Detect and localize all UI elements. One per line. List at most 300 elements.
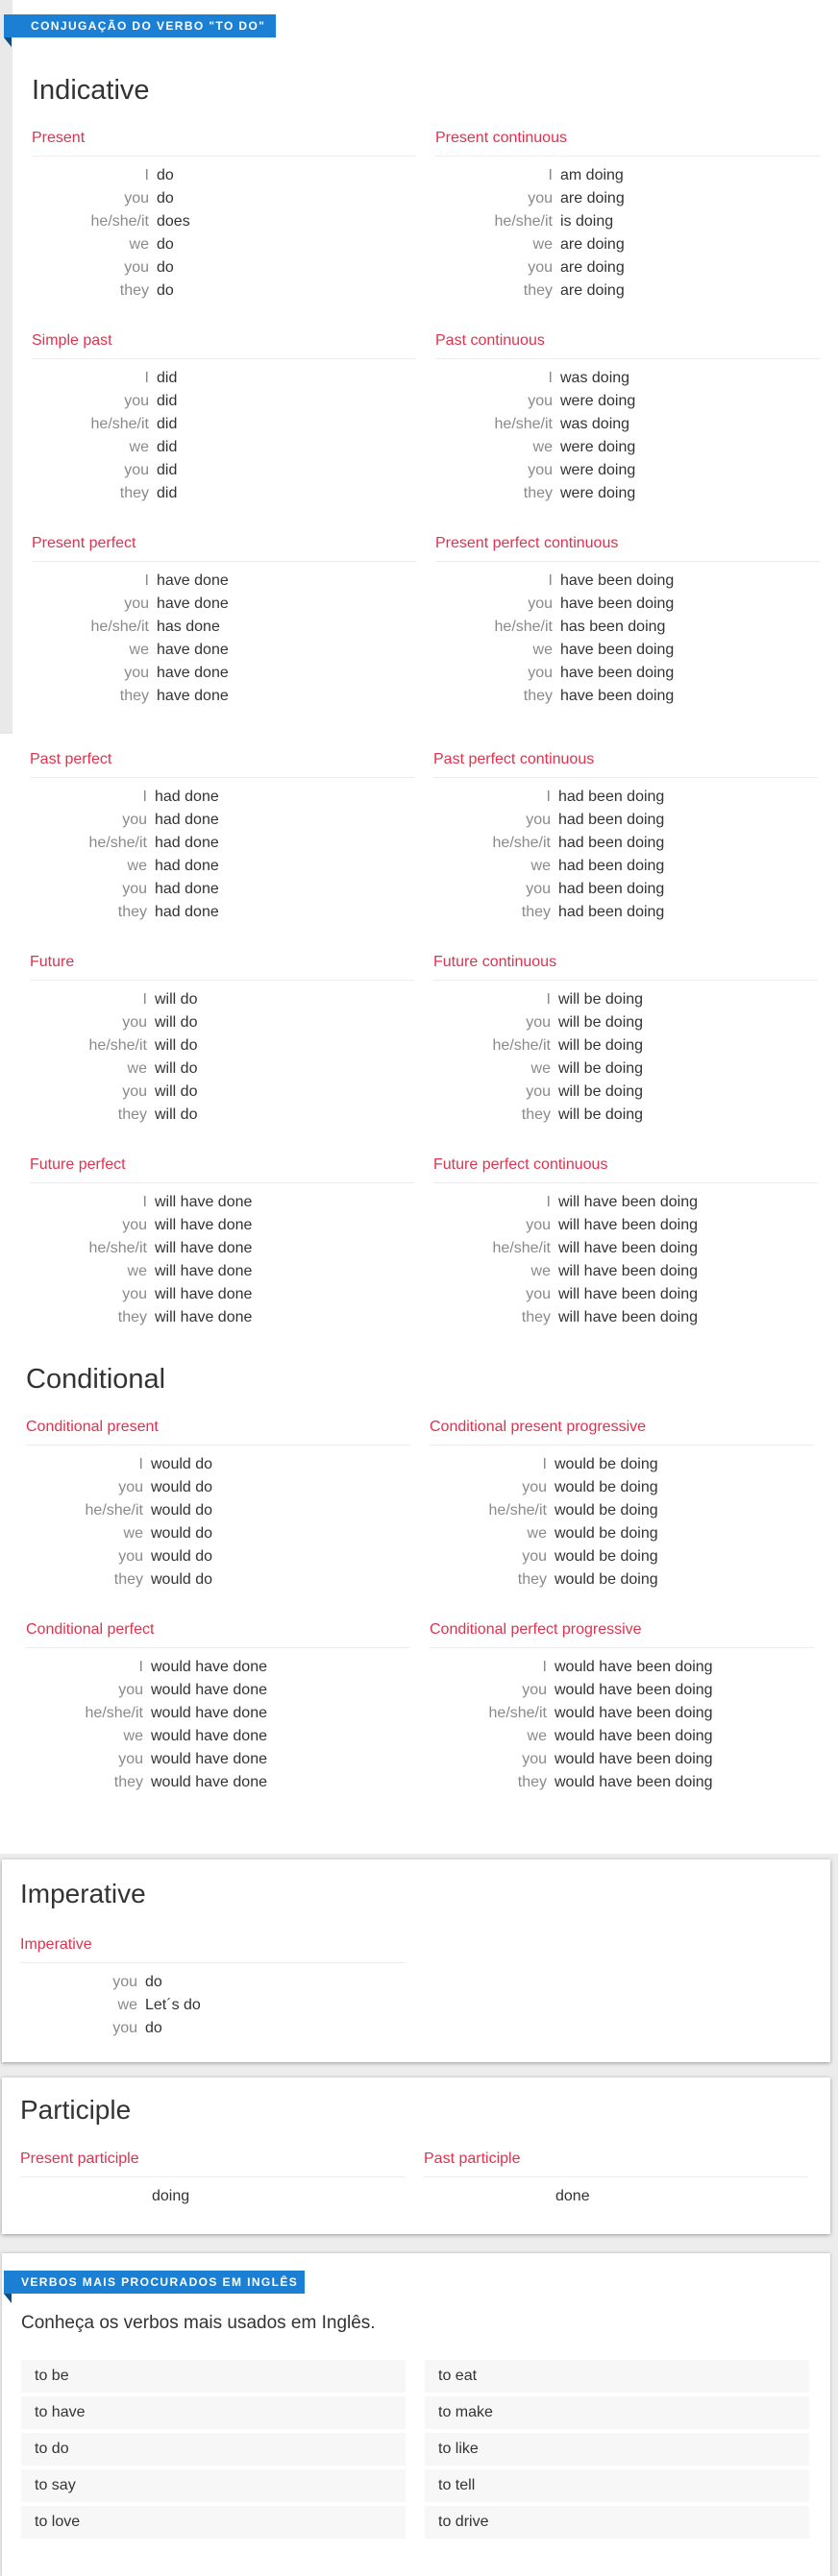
conjugation-row — [32, 390, 416, 413]
tense-present-continuous — [435, 130, 820, 303]
conjugation-row — [435, 482, 820, 505]
conjugation-row — [430, 1725, 814, 1748]
tense-present — [32, 130, 416, 303]
conjugation-row — [435, 685, 820, 708]
conjugation-row — [433, 1191, 818, 1214]
verb-form: will have done — [155, 1263, 253, 1279]
verb-form: have been doing — [560, 572, 675, 589]
verb-form: will have been doing — [558, 1263, 698, 1279]
verb-form: will be doing — [558, 1106, 644, 1123]
pronoun: he/she/it — [492, 835, 551, 851]
verb-form: were doing — [560, 462, 636, 478]
conjugation-row — [430, 1499, 814, 1522]
verb-form: would have done — [151, 1659, 267, 1675]
conjugation-row — [435, 459, 820, 482]
conjugation-row — [430, 1679, 814, 1702]
pronoun: we — [527, 1525, 547, 1542]
verb-form: would have been doing — [555, 1659, 713, 1675]
conjugation-rows — [32, 367, 416, 505]
pronoun: I — [546, 991, 551, 1008]
tense-conditional-perfect — [26, 1621, 410, 1794]
verb-form: would have been doing — [555, 1728, 713, 1744]
pronoun: I — [542, 1659, 547, 1675]
pronoun: we — [123, 1728, 143, 1744]
conjugation-row — [430, 1771, 814, 1794]
verb-form: had done — [155, 789, 219, 805]
verb-form: do — [145, 2020, 162, 2036]
pronoun: I — [138, 1659, 143, 1675]
pronoun: we — [129, 236, 149, 253]
conjugation-row — [433, 878, 818, 901]
conjugation-rows — [433, 786, 818, 924]
verb-form: was doing — [560, 370, 630, 386]
verb-form: will be doing — [558, 991, 644, 1008]
conjugation-row — [30, 901, 414, 924]
pronoun: they — [113, 1571, 143, 1588]
conjugation-row — [32, 593, 416, 616]
verb-form: had been doing — [558, 812, 665, 828]
pronoun: they — [113, 1774, 143, 1790]
verb-form: will have done — [155, 1286, 253, 1302]
pronoun: we — [127, 1060, 147, 1077]
conjugation-row — [30, 1034, 414, 1057]
tense-past-perfect — [30, 751, 414, 924]
conjugation-row — [433, 1034, 818, 1057]
verb-form: will have done — [155, 1240, 253, 1256]
verb-form: will do — [155, 1037, 198, 1054]
pronoun: you — [526, 1083, 551, 1100]
pronoun: we — [530, 1060, 551, 1077]
verb-form: are doing — [560, 190, 625, 207]
verb-form: would do — [151, 1479, 213, 1495]
verb-form: am doing — [560, 167, 624, 183]
conjugation-row — [30, 878, 414, 901]
conjugation-row — [435, 639, 820, 662]
present-participle-label: Present participle — [20, 2151, 405, 2177]
tense-conditional-present — [26, 1419, 410, 1592]
pronoun: I — [144, 167, 149, 183]
verb-form: will have been doing — [558, 1286, 698, 1302]
conjugation-row — [26, 1453, 410, 1476]
pronoun: you — [124, 595, 149, 612]
verb-form: would have been doing — [555, 1774, 713, 1790]
pronoun: I — [142, 1194, 147, 1210]
pronoun: you — [122, 1217, 147, 1233]
verb-form: will have been doing — [558, 1217, 698, 1233]
conjugation-rows — [435, 570, 820, 708]
verb-form: will be doing — [558, 1083, 644, 1100]
verb-form: will have been doing — [558, 1240, 698, 1256]
pronoun: I — [138, 1456, 143, 1472]
verb-form: are doing — [560, 259, 625, 276]
imperative-row — [20, 1994, 405, 2017]
verb-form: had done — [155, 835, 219, 851]
conjugation-row — [30, 832, 414, 855]
tense-title: Future — [30, 954, 414, 981]
conjugation-row — [30, 809, 414, 832]
pronoun: they — [119, 688, 149, 704]
verb-form: would have done — [151, 1728, 267, 1744]
conjugation-row — [32, 662, 416, 685]
tense-title: Present perfect continuous — [435, 535, 820, 562]
verb-form: was doing — [560, 416, 630, 432]
verb-form: would have done — [151, 1774, 267, 1790]
verb-form: have been doing — [560, 688, 675, 704]
pronoun: he/she/it — [90, 619, 149, 635]
verb-form: had been doing — [558, 858, 665, 874]
verb-form: did — [157, 370, 178, 386]
pronoun: they — [521, 1106, 551, 1123]
verb-form: will be doing — [558, 1037, 644, 1054]
pronoun: he/she/it — [85, 1705, 143, 1721]
verb-form: did — [157, 416, 178, 432]
conjugation-row — [430, 1568, 814, 1592]
popular-verb-link[interactable]: to make — [425, 2396, 809, 2429]
conjugation-rows — [430, 1453, 814, 1592]
conjugation-row — [433, 809, 818, 832]
conjugation-row — [30, 988, 414, 1011]
verb-form: will do — [155, 1083, 198, 1100]
past-participle-block — [424, 2151, 808, 2208]
popular-verb-link[interactable]: to drive — [425, 2506, 809, 2539]
verb-form: were doing — [560, 439, 636, 455]
conjugation-rows — [30, 1191, 414, 1329]
pronoun: I — [546, 789, 551, 805]
conjugation-rows — [32, 570, 416, 708]
pronoun: they — [523, 485, 553, 501]
pronoun: you — [528, 393, 553, 409]
popular-verb-link[interactable]: to like — [425, 2433, 809, 2466]
tense-title: Simple past — [32, 332, 416, 359]
pronoun: you — [118, 1479, 143, 1495]
conjugation-row — [30, 786, 414, 809]
conjugation-row — [30, 1057, 414, 1081]
verb-form: had been doing — [558, 904, 665, 920]
pronoun: I — [142, 789, 147, 805]
conjugation-row — [26, 1522, 410, 1545]
tense-present-perfect — [32, 535, 416, 708]
conjugation-row — [430, 1453, 814, 1476]
imperative-row — [20, 2017, 405, 2040]
participle-card — [2, 2078, 830, 2234]
verb-form: had done — [155, 904, 219, 920]
conjugation-row — [430, 1522, 814, 1545]
conjugation-row — [32, 279, 416, 303]
tense-title: Conditional perfect — [26, 1621, 410, 1648]
pronoun: you — [122, 1286, 147, 1302]
pronoun: you — [526, 1286, 551, 1302]
verb-form: do — [157, 167, 174, 183]
pronoun: we — [532, 642, 553, 658]
pronoun: we — [129, 439, 149, 455]
pronoun: you — [526, 812, 551, 828]
tense-title: Conditional present — [26, 1419, 410, 1446]
conjugation-row — [430, 1545, 814, 1568]
popular-verb-link[interactable]: to eat — [425, 2360, 809, 2393]
verb-form: have done — [157, 595, 229, 612]
pronoun: he/she/it — [492, 1037, 551, 1054]
tense-title: Future continuous — [433, 954, 818, 981]
verb-form: did — [157, 393, 178, 409]
verb-form: have done — [157, 665, 229, 681]
verb-form: would have been doing — [555, 1705, 713, 1721]
verb-form: have been doing — [560, 665, 675, 681]
past-participle-label: Past participle — [424, 2151, 808, 2177]
verb-form: will be doing — [558, 1014, 644, 1031]
tense-title: Present perfect — [32, 535, 416, 562]
tense-title: Conditional present progressive — [430, 1419, 814, 1446]
conjugation-row — [30, 1283, 414, 1306]
pronoun: you — [122, 881, 147, 897]
verb-form: will be doing — [558, 1060, 644, 1077]
tense-conditional-perfect-progressive — [430, 1621, 814, 1794]
conjugation-row — [433, 901, 818, 924]
popular-verb-link[interactable]: to do — [21, 2433, 406, 2466]
pronoun: you — [522, 1479, 547, 1495]
conjugation-row — [32, 367, 416, 390]
pronoun: you — [112, 1974, 137, 1990]
pronoun: we — [527, 1728, 547, 1744]
verb-form: does — [157, 213, 190, 230]
pronoun: you — [528, 190, 553, 207]
conjugation-row — [435, 164, 820, 187]
conjugation-row — [30, 1214, 414, 1237]
conjugation-row — [433, 1104, 818, 1127]
verb-form: were doing — [560, 393, 636, 409]
conjugation-row — [32, 164, 416, 187]
verb-form: will have done — [155, 1194, 253, 1210]
pronoun: he/she/it — [492, 1240, 551, 1256]
pronoun: they — [117, 1106, 147, 1123]
pronoun: you — [528, 665, 553, 681]
conjugation-row — [30, 1260, 414, 1283]
conjugation-row — [433, 832, 818, 855]
verb-form: would have done — [151, 1751, 267, 1767]
verb-form: did — [157, 439, 178, 455]
verb-form: would be doing — [555, 1525, 658, 1542]
conjugation-row — [26, 1499, 410, 1522]
conjugation-row — [26, 1748, 410, 1771]
pronoun: you — [118, 1751, 143, 1767]
conjugation-row — [32, 570, 416, 593]
conjugation-row — [32, 256, 416, 279]
conjugation-row — [435, 187, 820, 210]
conjugation-row — [433, 855, 818, 878]
conditional-title: Conditional — [26, 1364, 166, 1395]
pronoun: he/she/it — [85, 1502, 143, 1519]
tense-title: Past perfect — [30, 751, 414, 778]
conjugation-row — [435, 390, 820, 413]
conjugation-rows — [26, 1453, 410, 1592]
pronoun: he/she/it — [488, 1502, 547, 1519]
pronoun: you — [522, 1682, 547, 1698]
pronoun: you — [124, 462, 149, 478]
pronoun: they — [521, 904, 551, 920]
conjugation-rows — [435, 367, 820, 505]
pronoun: he/she/it — [88, 1240, 147, 1256]
pronoun: they — [517, 1571, 547, 1588]
pronoun: they — [117, 904, 147, 920]
verb-form: do — [157, 259, 174, 276]
conjugation-row — [433, 1283, 818, 1306]
verb-form: has done — [157, 619, 220, 635]
pronoun: you — [526, 881, 551, 897]
popular-verb-link[interactable]: to be — [21, 2360, 406, 2393]
verb-form: would do — [151, 1525, 213, 1542]
verb-form: do — [157, 190, 174, 207]
tense-title: Conditional perfect progressive — [430, 1621, 814, 1648]
pronoun: we — [127, 1263, 147, 1279]
popular-verb-link[interactable]: to say — [21, 2469, 406, 2502]
conjugation-row — [435, 662, 820, 685]
verb-form: do — [157, 282, 174, 299]
pronoun: we — [530, 858, 551, 874]
conjugation-row — [433, 1260, 818, 1283]
verb-form: would do — [151, 1571, 213, 1588]
conjugation-row — [26, 1545, 410, 1568]
pronoun: you — [522, 1548, 547, 1565]
verb-form: will do — [155, 1014, 198, 1031]
conjugation-rows — [30, 786, 414, 924]
pronoun: he/she/it — [90, 416, 149, 432]
pronoun: they — [119, 282, 149, 299]
tense-title: Present — [32, 130, 416, 157]
pronoun: you — [122, 812, 147, 828]
pronoun: they — [517, 1774, 547, 1790]
conjugation-row — [30, 1081, 414, 1104]
conjugation-row — [26, 1656, 410, 1679]
verb-form: would have been doing — [555, 1751, 713, 1767]
verb-form: had been doing — [558, 835, 665, 851]
pronoun: I — [548, 370, 553, 386]
verb-form: will have done — [155, 1217, 253, 1233]
present-participle-value: doing — [152, 2188, 190, 2204]
tense-future-perfect-continuous — [433, 1156, 818, 1329]
popular-verb-link[interactable]: to love — [21, 2506, 406, 2539]
verb-form: would be doing — [555, 1548, 658, 1565]
conjugation-row — [430, 1476, 814, 1499]
popular-verb-link[interactable]: to have — [21, 2396, 406, 2429]
pronoun: you — [124, 259, 149, 276]
conjugation-row — [32, 459, 416, 482]
pronoun: he/she/it — [88, 1037, 147, 1054]
pronoun: he/she/it — [90, 213, 149, 230]
tense-imperative — [20, 1936, 405, 2040]
pronoun: you — [118, 1548, 143, 1565]
tense-title: Imperative — [20, 1936, 405, 1963]
tense-present-perfect-continuous — [435, 535, 820, 708]
verb-form: have been doing — [560, 595, 675, 612]
verb-form: will have been doing — [558, 1309, 698, 1325]
tense-conditional-present-progressive — [430, 1419, 814, 1592]
pronoun: he/she/it — [488, 1705, 547, 1721]
conjugation-row — [26, 1771, 410, 1794]
verb-form: do — [145, 1974, 162, 1990]
pronoun: we — [532, 439, 553, 455]
indicative-title: Indicative — [32, 75, 150, 106]
pronoun: he/she/it — [88, 835, 147, 851]
conjugation-row — [433, 786, 818, 809]
verb-form: would be doing — [555, 1571, 658, 1588]
pronoun: they — [523, 688, 553, 704]
verb-form: had done — [155, 881, 219, 897]
pronoun: I — [142, 991, 147, 1008]
verb-form: had been doing — [558, 881, 665, 897]
verb-form: will have done — [155, 1309, 253, 1325]
pronoun: you — [124, 665, 149, 681]
conjugation-row — [433, 1306, 818, 1329]
pronoun: he/she/it — [494, 213, 553, 230]
pronoun: you — [528, 462, 553, 478]
pronoun: you — [528, 259, 553, 276]
conjugation-row — [435, 210, 820, 233]
tense-future — [30, 954, 414, 1127]
conjugation-rows — [30, 988, 414, 1127]
conjugation-row — [30, 1011, 414, 1034]
verb-form: would be doing — [555, 1456, 658, 1472]
verb-form: are doing — [560, 236, 625, 253]
verb-form: have been doing — [560, 642, 675, 658]
pronoun: you — [122, 1014, 147, 1031]
conjugation-row — [435, 436, 820, 459]
conjugation-row — [32, 616, 416, 639]
pronoun: we — [532, 236, 553, 253]
conjugation-row — [32, 210, 416, 233]
conjugation-row — [32, 233, 416, 256]
conjugation-rows — [26, 1656, 410, 1794]
conjugation-row — [435, 593, 820, 616]
conjugation-rows — [433, 1191, 818, 1329]
conjugation-row — [32, 436, 416, 459]
verb-form: have done — [157, 642, 229, 658]
verb-form: Let´s do — [145, 1997, 201, 2013]
verb-form: would have done — [151, 1682, 267, 1698]
imperative-row — [20, 1971, 405, 1994]
pronoun: we — [123, 1525, 143, 1542]
conjugation-row — [32, 685, 416, 708]
pronoun: I — [548, 167, 553, 183]
conjugation-row — [26, 1476, 410, 1499]
pronoun: I — [542, 1456, 547, 1472]
conjugation-row — [32, 482, 416, 505]
verb-form: would do — [151, 1502, 213, 1519]
popular-verb-link[interactable]: to tell — [425, 2469, 809, 2502]
verb-form: have done — [157, 688, 229, 704]
conjugation-row — [433, 988, 818, 1011]
verb-form: would have done — [151, 1705, 267, 1721]
pronoun: I — [144, 370, 149, 386]
pronoun: he/she/it — [494, 416, 553, 432]
conjugation-row — [430, 1656, 814, 1679]
verb-form: will do — [155, 1060, 198, 1077]
verb-form: has been doing — [560, 619, 666, 635]
pronoun: you — [526, 1014, 551, 1031]
pronoun: you — [124, 393, 149, 409]
verb-form: would be doing — [555, 1502, 658, 1519]
conjugation-row — [32, 413, 416, 436]
conjugation-rows — [435, 164, 820, 303]
tense-title: Future perfect continuous — [433, 1156, 818, 1183]
conjugation-row — [32, 187, 416, 210]
verb-form: had been doing — [558, 789, 665, 805]
conjugation-row — [430, 1748, 814, 1771]
verb-form: did — [157, 485, 178, 501]
tense-title: Present continuous — [435, 130, 820, 157]
conjugation-row — [26, 1725, 410, 1748]
conjugation-rows — [32, 164, 416, 303]
verb-form: were doing — [560, 485, 636, 501]
conjugation-rows — [433, 988, 818, 1127]
